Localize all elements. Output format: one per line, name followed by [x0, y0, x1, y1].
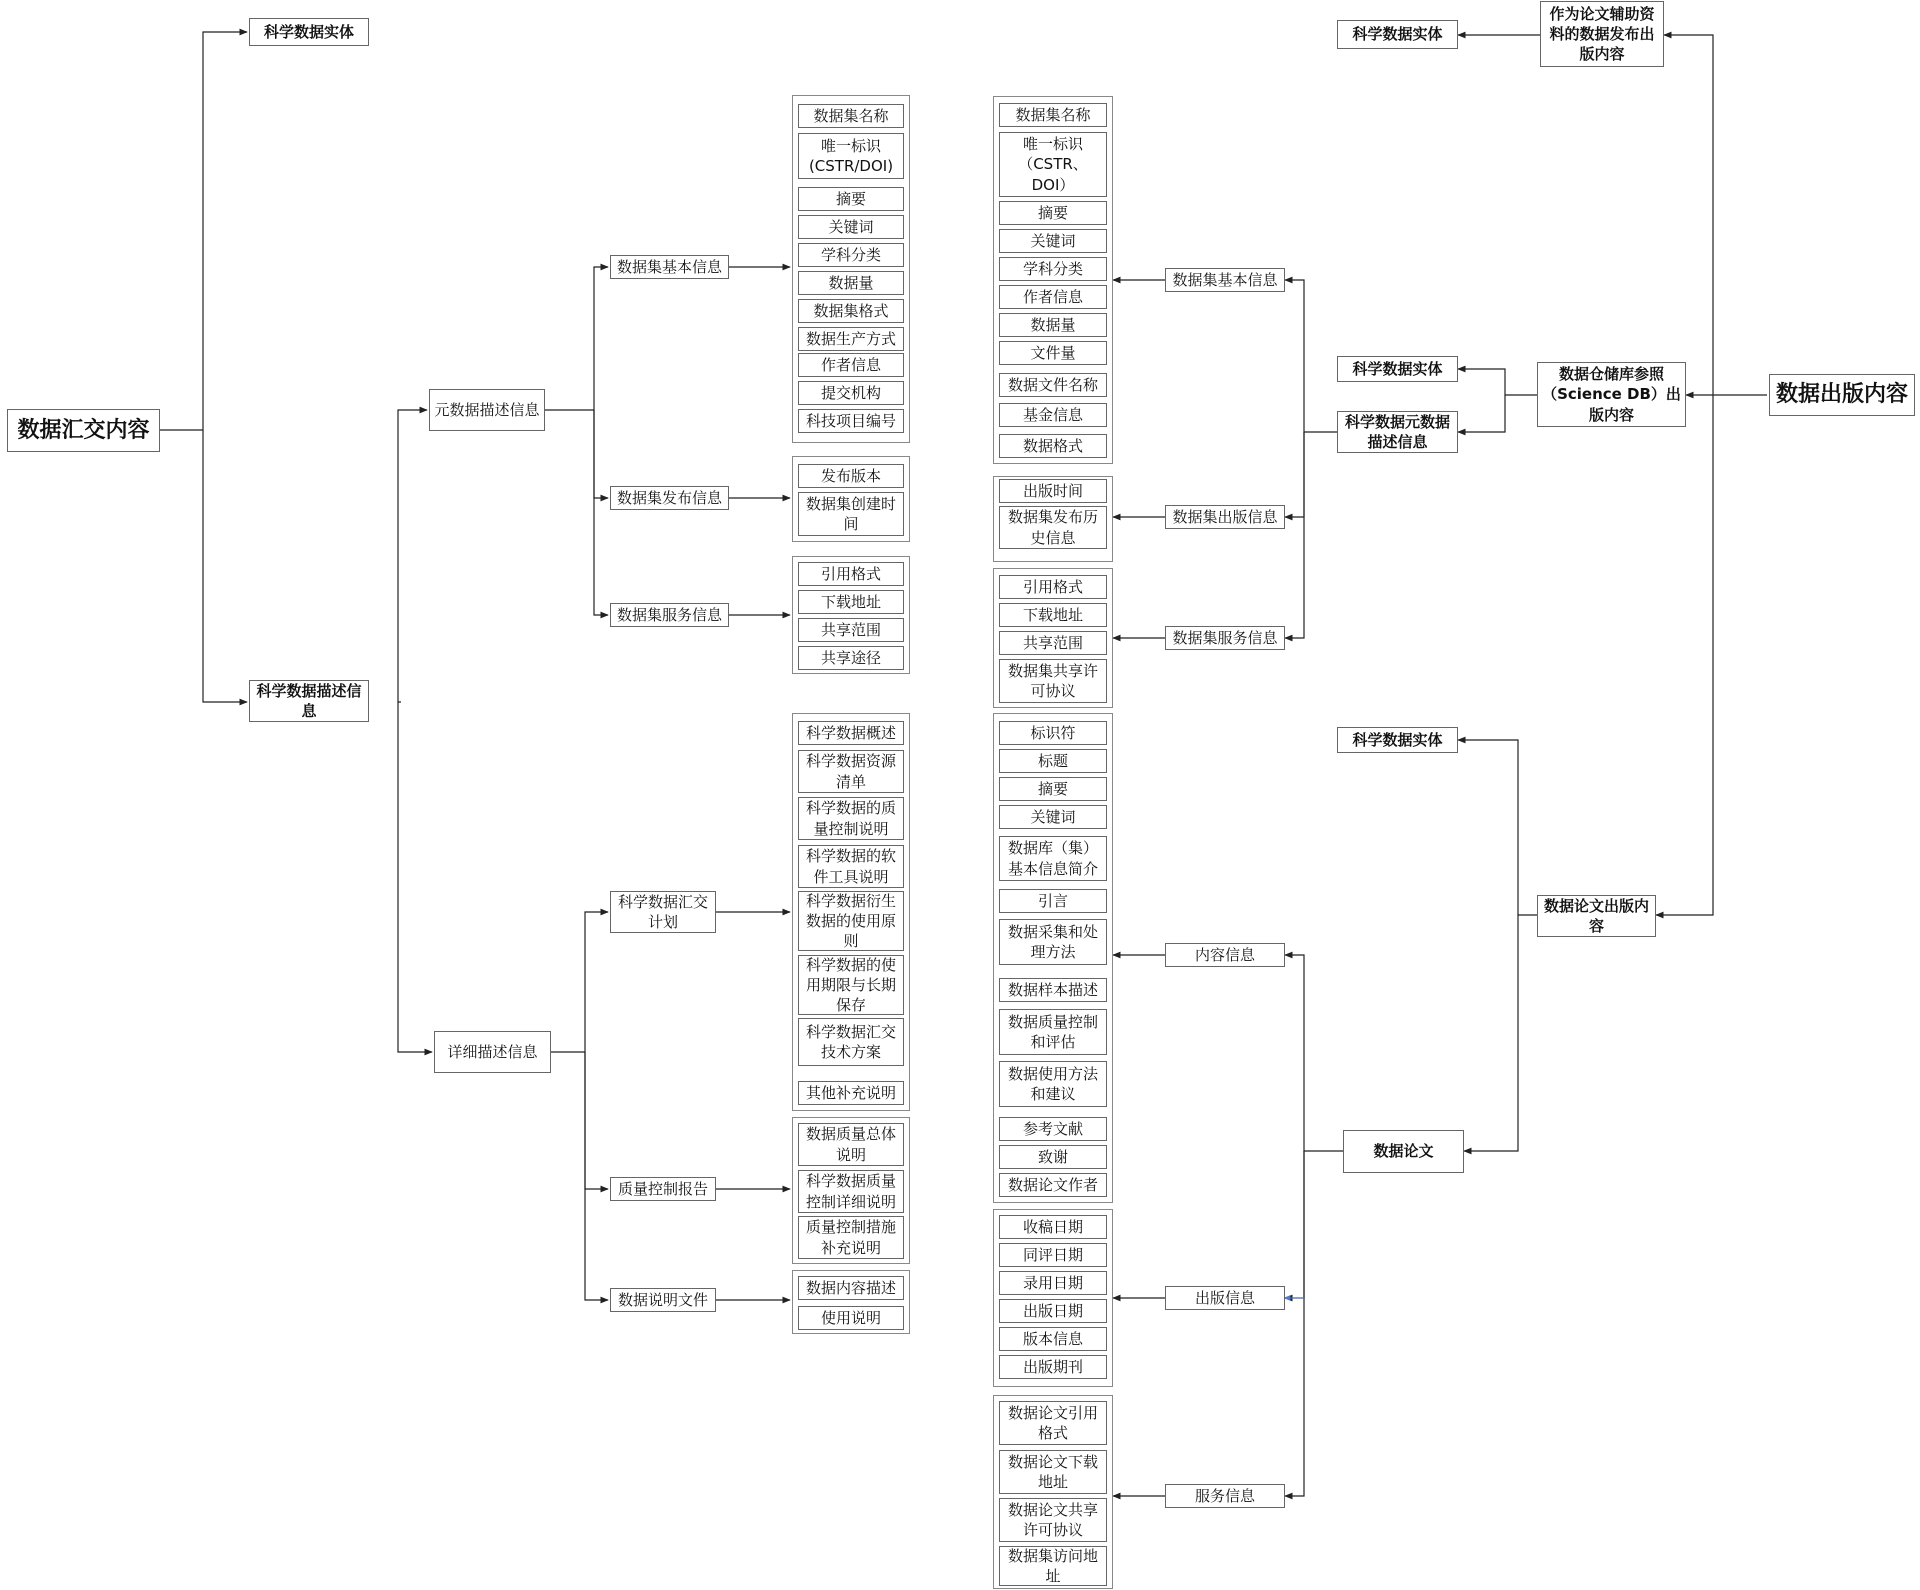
- right-content-item: 引言: [999, 889, 1107, 913]
- right-basic-item: 数据量: [999, 313, 1107, 337]
- right-content-item: 数据论文作者: [999, 1173, 1107, 1197]
- right-content-item: 摘要: [999, 777, 1107, 801]
- right-servinfo-node: 服务信息: [1165, 1484, 1285, 1508]
- left-basic-item: 作者信息: [798, 353, 904, 377]
- right-basic-item: 摘要: [999, 201, 1107, 225]
- left-service-item: 下载地址: [798, 590, 904, 614]
- left-publish-item: 数据集创建时间: [798, 492, 904, 536]
- right-servinfo-item: 数据论文共享许可协议: [999, 1498, 1107, 1542]
- left-service-item: 引用格式: [798, 562, 904, 586]
- right-pubinfo-item: 同评日期: [999, 1243, 1107, 1267]
- left-basic-item: 数据量: [798, 271, 904, 295]
- right-service-item: 下载地址: [999, 603, 1107, 627]
- left-desc-node: 科学数据描述信息: [249, 680, 369, 722]
- left-plan-item: 科学数据的质量控制说明: [798, 797, 904, 840]
- right-basic-item: 数据格式: [999, 434, 1107, 458]
- right-basic-item: 作者信息: [999, 285, 1107, 309]
- right-pubinfo-item: 版本信息: [999, 1327, 1107, 1351]
- right-content-item: 数据库（集）基本信息简介: [999, 836, 1107, 881]
- right-service-item: 数据集共享许可协议: [999, 659, 1107, 703]
- right-entity1-node: 科学数据实体: [1337, 20, 1458, 49]
- right-publish-item: 数据集发布历史信息: [999, 506, 1107, 549]
- left-plan-item: 科学数据汇交技术方案: [798, 1018, 904, 1066]
- right-basic-item: 数据文件名称: [999, 373, 1107, 397]
- left-readme-item: 使用说明: [798, 1306, 904, 1330]
- right-content-item: 标题: [999, 749, 1107, 773]
- right-pubinfo-item: 出版期刊: [999, 1355, 1107, 1379]
- left-qc-item: 数据质量总体说明: [798, 1123, 904, 1166]
- right-content-node: 内容信息: [1165, 943, 1285, 967]
- right-basic-node: 数据集基本信息: [1165, 268, 1285, 292]
- left-readme-item: 数据内容描述: [798, 1276, 904, 1300]
- left-basic-item: 唯一标识(CSTR/DOI): [798, 133, 904, 179]
- right-servinfo-item: 数据集访问地址: [999, 1546, 1107, 1586]
- left-plan-item: 科学数据资源清单: [798, 750, 904, 793]
- left-plan-item: 科学数据衍生数据的使用原则: [798, 891, 904, 951]
- right-content-item: 数据质量控制和评估: [999, 1009, 1107, 1055]
- left-qc-item: 科学数据质量控制详细说明: [798, 1170, 904, 1213]
- right-basic-item: 唯一标识（CSTR、DOI）: [999, 132, 1107, 197]
- left-basic-item: 数据生产方式: [798, 327, 904, 351]
- right-service-item: 引用格式: [999, 575, 1107, 599]
- left-basic-node: 数据集基本信息: [610, 255, 729, 279]
- left-plan-item: 其他补充说明: [798, 1081, 904, 1105]
- left-basic-item: 科技项目编号: [798, 409, 904, 433]
- right-content-item: 数据样本描述: [999, 978, 1107, 1002]
- left-qc-item: 质量控制措施补充说明: [798, 1216, 904, 1259]
- right-publish-item: 出版时间: [999, 479, 1107, 503]
- right-basic-item: 文件量: [999, 341, 1107, 365]
- left-publish-node: 数据集发布信息: [610, 486, 729, 510]
- left-root-node: 数据汇交内容: [7, 409, 160, 452]
- right-entity2-node: 科学数据实体: [1337, 356, 1458, 382]
- left-service-item: 共享范围: [798, 618, 904, 642]
- right-entity3-node: 科学数据实体: [1337, 727, 1458, 753]
- right-pubinfo-item: 出版日期: [999, 1299, 1107, 1323]
- right-pubinfo-node: 出版信息: [1165, 1286, 1285, 1310]
- right-paper-node: 数据论文: [1343, 1130, 1464, 1173]
- left-detail-node: 详细描述信息: [434, 1031, 551, 1073]
- left-plan-item: 科学数据概述: [798, 721, 904, 745]
- right-content-item: 参考文献: [999, 1117, 1107, 1141]
- right-basic-item: 数据集名称: [999, 103, 1107, 127]
- right-content-item: 致谢: [999, 1145, 1107, 1169]
- right-root-node: 数据出版内容: [1769, 374, 1915, 416]
- left-basic-item: 提交机构: [798, 381, 904, 405]
- right-publish-node: 数据集出版信息: [1165, 505, 1285, 529]
- right-pubinfo-item: 收稿日期: [999, 1215, 1107, 1239]
- right-servinfo-item: 数据论文引用格式: [999, 1401, 1107, 1445]
- left-qc-node: 质量控制报告: [610, 1177, 716, 1201]
- right-aux-node: 作为论文辅助资料的数据发布出版内容: [1540, 1, 1664, 67]
- left-basic-item: 数据集格式: [798, 299, 904, 323]
- right-servinfo-item: 数据论文下载地址: [999, 1450, 1107, 1494]
- left-basic-item: 关键词: [798, 215, 904, 239]
- right-meta-node: 科学数据元数据描述信息: [1337, 411, 1458, 453]
- left-basic-item: 数据集名称: [798, 104, 904, 128]
- left-plan-node: 科学数据汇交计划: [610, 891, 716, 933]
- right-paper-pub-node: 数据论文出版内容: [1537, 895, 1656, 937]
- left-meta-node: 元数据描述信息: [429, 389, 545, 431]
- left-service-node: 数据集服务信息: [610, 603, 729, 627]
- right-basic-item: 学科分类: [999, 257, 1107, 281]
- right-service-item: 共享范围: [999, 631, 1107, 655]
- left-basic-item: 学科分类: [798, 243, 904, 267]
- right-basic-item: 基金信息: [999, 403, 1107, 427]
- right-warehouse-node: 数据仓储库参照（Science DB）出版内容: [1537, 362, 1686, 427]
- right-content-item: 数据采集和处理方法: [999, 919, 1107, 965]
- left-plan-item: 科学数据的软件工具说明: [798, 845, 904, 888]
- right-content-item: 关键词: [999, 805, 1107, 829]
- left-basic-item: 摘要: [798, 187, 904, 211]
- left-readme-node: 数据说明文件: [610, 1288, 716, 1312]
- right-basic-item: 关键词: [999, 229, 1107, 253]
- left-publish-item: 发布版本: [798, 464, 904, 488]
- right-pubinfo-item: 录用日期: [999, 1271, 1107, 1295]
- left-plan-item: 科学数据的使用期限与长期保存: [798, 955, 904, 1015]
- left-entity-node: 科学数据实体: [249, 18, 369, 46]
- left-service-item: 共享途径: [798, 646, 904, 670]
- right-content-item: 标识符: [999, 721, 1107, 745]
- right-content-item: 数据使用方法和建议: [999, 1061, 1107, 1107]
- right-service-node: 数据集服务信息: [1165, 626, 1285, 650]
